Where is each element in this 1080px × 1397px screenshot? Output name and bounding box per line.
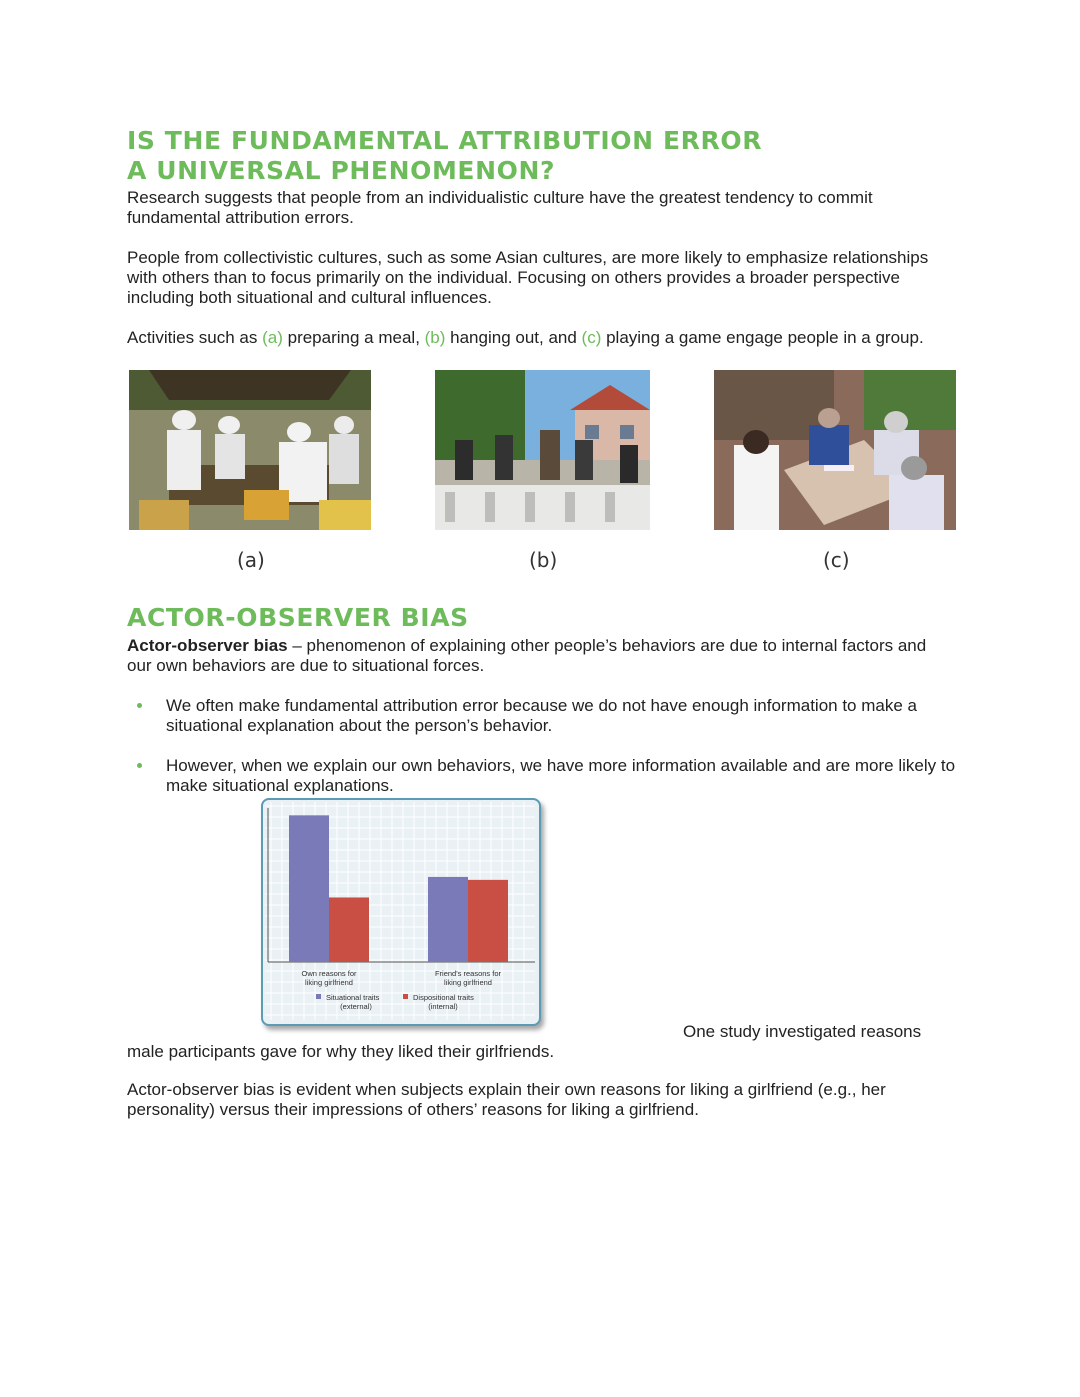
definition-text: – phenomenon of explaining other people’s behaviors are due to internal factors and our own behaviors are due to situational forces. (127, 636, 927, 675)
bar-situational-1 (289, 815, 329, 962)
actor-observer-title: ACTOR-OBSERVER BIAS (127, 603, 469, 632)
bullet-1: We often make fundamental attribution error because we do not have enough information to make a situational explanation about the person’s behavior. (166, 696, 917, 735)
study-text-right: One study investigated reasons (683, 1022, 922, 1041)
definition-paragraph (127, 636, 947, 676)
bar-chart (263, 800, 539, 1024)
bullet-dot-1 (137, 703, 142, 708)
ref-c: (c) (581, 328, 602, 347)
bullet-2: However, when we explain our own behaviors, we have more information available and are more likely to make situational explanations. (166, 756, 956, 795)
caption-a: (a) (237, 548, 265, 572)
bar-situational-2 (428, 877, 468, 962)
ref-b: (b) (424, 328, 446, 347)
bullet-dot-2 (137, 763, 142, 768)
caption-b: (b) (529, 548, 558, 572)
category-label: liking girlfriend (305, 978, 353, 987)
hanging-out-photo (435, 370, 650, 530)
category-label: liking girlfriend (444, 978, 492, 987)
meal-photo (129, 370, 371, 530)
legend-swatch (403, 994, 408, 999)
bar-dispositional-2 (468, 880, 508, 962)
legend-swatch (316, 994, 321, 999)
section-title-line1: IS THE FUNDAMENTAL ATTRIBUTION ERROR (127, 126, 763, 155)
category-label: Own reasons for (301, 969, 357, 978)
legend-label: Dispositional traits (413, 993, 474, 1002)
section-title-line2: A UNIVERSAL PHENOMENON? (127, 156, 556, 185)
closing-paragraph: Actor-observer bias is evident when subjects explain their own reasons for liking a girlfriend (e.g., her personality) versus their impressions of others’ reasons for liking a girlfriend. (127, 1080, 886, 1119)
caption-c: (c) (823, 548, 850, 572)
intro-paragraph: Research suggests that people from an individualistic culture have the greatest tendency to commit fundamental attribution errors. (127, 188, 873, 227)
game-photo (714, 370, 956, 530)
ref-a: (a) (262, 328, 283, 347)
section-title (127, 126, 1027, 186)
collectivistic-paragraph: People from collectivistic cultures, such as some Asian cultures, are more likely to emphasize relationships with others than to focus primarily on the individual. Focusing on others provides a broader perspective including both situational and cultural influences. (127, 248, 929, 307)
legend-label: (external) (340, 1002, 372, 1011)
study-text-left: male participants gave for why they liked their girlfriends. (127, 1042, 555, 1061)
bar-chart-frame (261, 798, 541, 1026)
legend-label: Situational traits (326, 993, 380, 1002)
bar-dispositional-1 (329, 897, 369, 962)
category-label: Friend's reasons for (434, 969, 502, 978)
activities-paragraph: Activities such as (a) preparing a meal, (b) hanging out, and (c) playing a game engage people in a group. (127, 328, 924, 347)
legend-label: (internal) (428, 1002, 458, 1011)
definition-term: Actor-observer bias (127, 636, 288, 655)
